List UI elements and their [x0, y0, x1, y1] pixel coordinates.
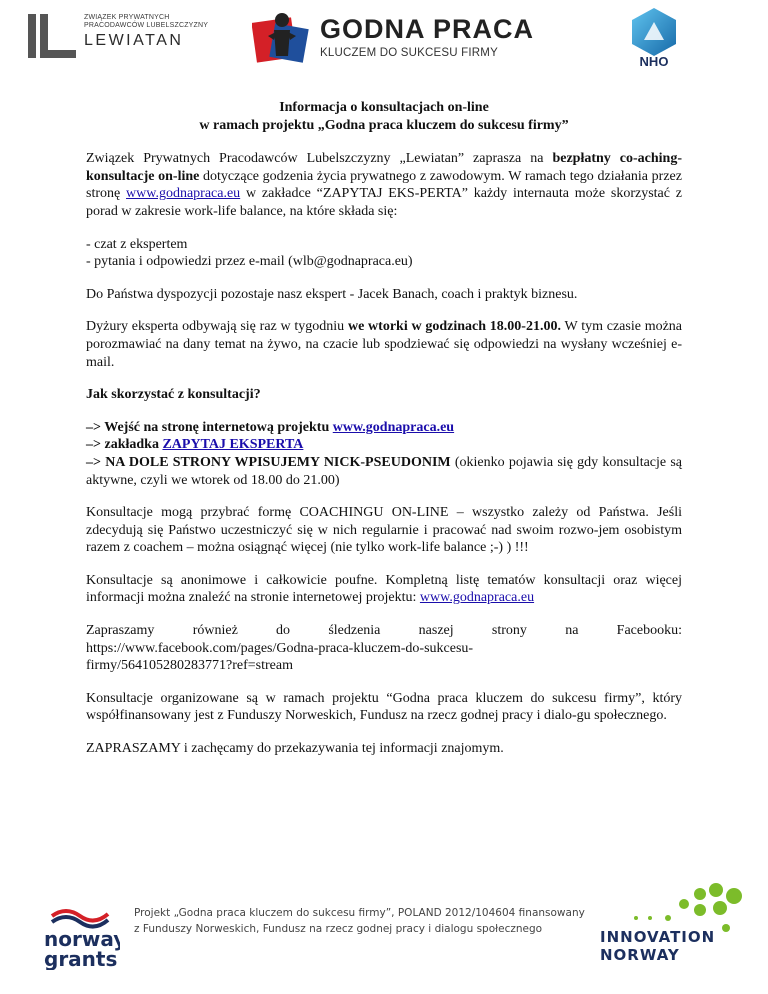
nho-label: NHO — [639, 54, 669, 68]
fb-word: śledzenia — [328, 623, 381, 639]
step3-rest: (okienko pojawia się gdy konsultacje są aktywne, czyli we wtorek od 18.00 do 21.00) — [86, 454, 682, 488]
intro-text-b: dotyczące godzenia życia prywatnego z zawodowym. W ramach tego działania przez stronę — [86, 168, 682, 202]
lewiatan-line1: ZWIĄZEK PRYWATNYCH — [84, 14, 170, 21]
schedule-bold: we wtorki w godzinach 18.00-21.00. — [347, 319, 561, 335]
innovation-word: INNOVATION — [600, 928, 716, 946]
anonymity-text: Konsultacje są anonimowe i całkowicie poufne. Kompletną listę tematów konsultacji oraz więcej informacji można znaleźć na stronie internetowej projektu: — [86, 572, 682, 606]
lewiatan-name: LEWIATAN — [84, 32, 184, 49]
step1-text: –> Wejść na stronę internetową projektu — [86, 419, 333, 435]
intro-paragraph — [86, 150, 682, 220]
intro-text-a: Związek Prywatnych Pracodawców Lubelszczyzny „Lewiatan” zaprasza na — [86, 151, 553, 167]
coaching-paragraph: Konsultacje mogą przybrać formę COACHINGU ON-LINE – wszystko zależy od Państwa. Jeśli zdecydują się Państwo uczestniczyć się w nich regularnie i pracować nad swoim rozwo-jem osobistym razem z coachem – można osiągnąć więcej (nie tylko work-life balance ;-) ) !!! — [86, 505, 682, 556]
fb-word: do — [276, 623, 291, 639]
lewiatan-small-text — [84, 14, 208, 30]
godnapraca-link[interactable]: www.godnapraca.eu — [126, 186, 241, 202]
schedule-text-b: W tym czasie można porozmawiać na dany temat na żywo, na czacie lub spodziewać się odpowiedzi na wysłany wcześniej e-mail. — [86, 319, 683, 370]
list-item: - czat z ekspertem — [86, 236, 188, 252]
fb-word: naszej — [418, 623, 454, 639]
zapytaj-eksperta-link[interactable]: ZAPYTAJ EKSPERTA — [162, 437, 304, 453]
lewiatan-logo-mark — [28, 14, 80, 58]
footer-line1: Projekt „Godna praca kluczem do sukcesu firmy”, POLAND 2012/104604 finansowany — [134, 907, 585, 919]
facebook-invite-line — [86, 622, 682, 640]
fb-word: na — [565, 623, 579, 639]
schedule-paragraph — [86, 318, 682, 371]
fb-word: strony — [491, 623, 527, 639]
fb-word: Facebooku: — [616, 623, 682, 639]
step1-link[interactable]: www.godnapraca.eu — [332, 419, 455, 435]
godnapraca-link-2[interactable]: www.godnapraca.eu — [419, 590, 535, 606]
fb-word: Zapraszamy — [86, 623, 155, 639]
intro-bold: bezpłatny co-aching-konsultacje on-line — [86, 151, 682, 184]
how-heading: Jak skorzystać z konsultacji? — [86, 387, 261, 403]
norway-grants-logo — [38, 900, 120, 970]
godna-praca-subtitle: KLUCZEM DO SUKCESU FIRMY — [320, 47, 498, 59]
step3-bold: –> NA DOLE STRONY WPISUJEMY NICK-PSEUDONIM — [86, 454, 451, 470]
title-line2: w ramach projektu „Godna praca kluczem do sukcesu firmy” — [199, 117, 569, 133]
contact-list — [86, 236, 682, 271]
norway-grants-word2: grants — [44, 947, 118, 970]
facebook-paragraph — [86, 622, 682, 675]
list-item: - pytania i odpowiedzi przez e-mail (wlb@godnapraca.eu) — [86, 254, 413, 270]
lewiatan-line2: PRACODAWCÓW LUBELSZCZYZNY — [84, 22, 209, 29]
innovation-norway-logo — [596, 880, 746, 980]
closing-paragraph: ZAPRASZAMY i zachęcamy do przekazywania tej informacji znajomym. — [86, 741, 504, 757]
anonymity-paragraph — [86, 572, 682, 607]
title-line1: Informacja o konsultacjach on-line — [279, 100, 489, 115]
norway-grants-word1: norway — [44, 927, 120, 951]
expert-paragraph: Do Państwa dyspozycji pozostaje nasz ekspert - Jacek Banach, coach i praktyk biznesu. — [86, 286, 578, 302]
fb-word: również — [192, 623, 238, 639]
godna-praca-logo-icon — [252, 10, 310, 66]
facebook-url-line1: https://www.facebook.com/pages/Godna-praca-kluczem-do-sukcesu- — [86, 640, 474, 656]
document-title — [86, 99, 682, 134]
facebook-url-line2: firmy/564105280283771?ref=stream — [86, 658, 293, 674]
steps-block — [86, 419, 682, 489]
nho-logo — [618, 6, 690, 68]
schedule-text-a: Dyżury eksperta odbywają się raz w tygodniu — [86, 319, 348, 335]
intro-text-c: w zakładce “ZAPYTAJ EKS-PERTA” każdy internauta może skorzystać z porad w zakresie work-life balance, na które składa się: — [86, 186, 682, 219]
step2-text: –> zakładka — [86, 437, 163, 453]
funding-paragraph: Konsultacje organizowane są w ramach projektu “Godna praca kluczem do sukcesu firmy”, który współfinansowany jest z Funduszy Norweskich, Fundusz na rzecz godnej pracy i dialo-gu społecznego. — [86, 690, 682, 724]
godna-praca-title: GODNA PRACA — [320, 14, 535, 44]
document-body — [86, 99, 682, 773]
footer-line2: z Funduszy Norweskich, Fundusz na rzecz godnej pracy i dialogu społecznego — [134, 923, 543, 935]
footer-text — [134, 905, 585, 937]
norway-word: NORWAY — [600, 946, 680, 964]
